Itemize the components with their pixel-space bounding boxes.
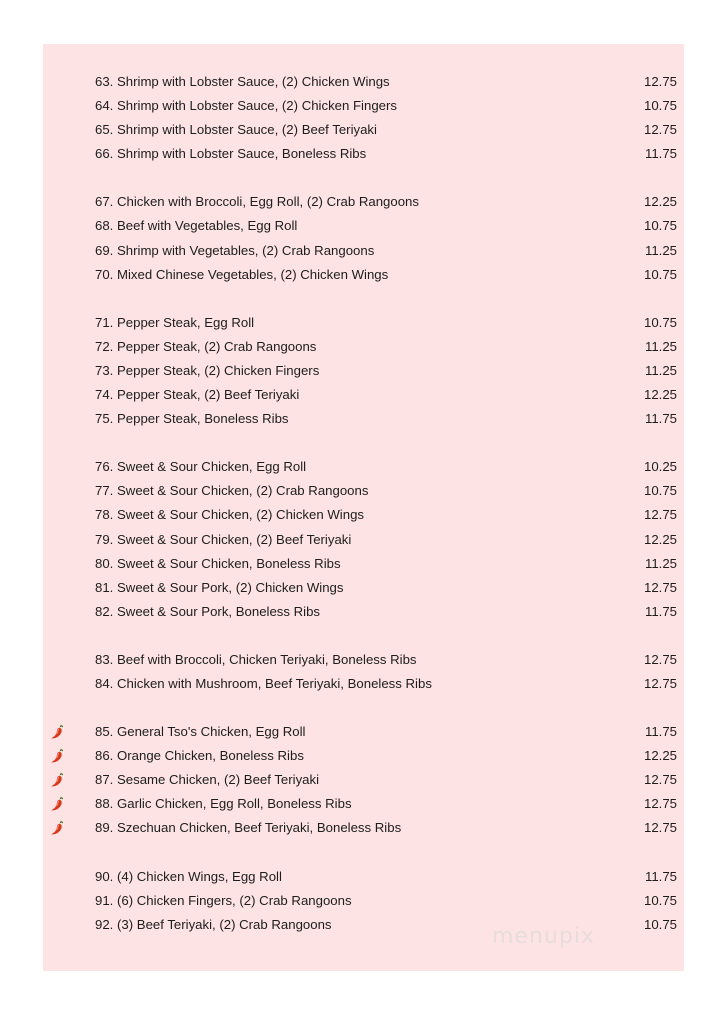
menu-item-price: 10.25 (643, 459, 677, 475)
menu-section (43, 455, 684, 624)
menu-item (43, 214, 684, 238)
menu-item-price: 11.75 (644, 868, 677, 884)
menu-item-price: 11.75 (644, 724, 677, 740)
menu-item-price: 10.75 (643, 483, 677, 499)
menu-item (43, 889, 684, 913)
menu-item-price: 12.25 (643, 748, 677, 764)
menu-item-name: 87. Sesame Chicken, (2) Beef Teriyaki (95, 772, 320, 788)
menu-item-name: 81. Sweet & Sour Pork, (2) Chicken Wings (95, 579, 344, 595)
menu-item-price: 10.75 (643, 892, 677, 908)
menu-item (43, 503, 684, 527)
menu-item-price: 12.75 (643, 122, 677, 138)
menu-item (43, 118, 684, 142)
menu-item (43, 720, 684, 744)
menu-item-name: 64. Shrimp with Lobster Sauce, (2) Chicken Fingers (95, 98, 397, 114)
menu-item-price: 12.75 (643, 675, 677, 691)
menu-item (43, 239, 684, 263)
menu-item (43, 648, 684, 672)
menu-item (43, 311, 684, 335)
menu-item-price: 10.75 (643, 218, 677, 234)
menu-item-name: 77. Sweet & Sour Chicken, (2) Crab Rangoons (95, 483, 369, 499)
menu-page (43, 44, 684, 971)
menu-item (43, 335, 684, 359)
menu-item-name: 72. Pepper Steak, (2) Crab Rangoons (95, 338, 317, 354)
menu-item-name: 68. Beef with Vegetables, Egg Roll (95, 218, 298, 234)
menu-item-name: 75. Pepper Steak, Boneless Ribs (95, 411, 289, 427)
menu-item-price: 11.25 (644, 242, 677, 258)
chili-pepper-icon (49, 748, 65, 764)
menu-item-name: 86. Orange Chicken, Boneless Ribs (95, 748, 304, 764)
menu-item-name: 80. Sweet & Sour Chicken, Boneless Ribs (95, 555, 341, 571)
menu-item (43, 792, 684, 816)
menu-item-price: 11.75 (644, 146, 677, 162)
menu-section (43, 648, 684, 696)
menu-item-price: 11.25 (644, 555, 677, 571)
menu-item-price: 12.75 (643, 507, 677, 523)
menu-item-price: 10.75 (643, 314, 677, 330)
menu-item-name: 88. Garlic Chicken, Egg Roll, Boneless Ribs (95, 796, 352, 812)
menu-item-name: 67. Chicken with Broccoli, Egg Roll, (2) Crab Rangoons (95, 194, 419, 210)
menu-item-name: 76. Sweet & Sour Chicken, Egg Roll (95, 459, 307, 475)
menu-item (43, 407, 684, 431)
menu-item (43, 94, 684, 118)
menu-item-name: 66. Shrimp with Lobster Sauce, Boneless Ribs (95, 146, 367, 162)
menu-item-price: 12.25 (643, 387, 677, 403)
menu-item (43, 190, 684, 214)
menu-item (43, 600, 684, 624)
watermark-logo: menupix (492, 924, 595, 949)
chili-pepper-icon (49, 772, 65, 788)
menu-item-price: 12.75 (643, 579, 677, 595)
menu-section (43, 190, 684, 286)
menu-item-price: 12.75 (643, 820, 677, 836)
menu-item-name: 78. Sweet & Sour Chicken, (2) Chicken Wings (95, 507, 364, 523)
menu-item (43, 263, 684, 287)
menu-item (43, 744, 684, 768)
menu-item-name: 65. Shrimp with Lobster Sauce, (2) Beef Teriyaki (95, 122, 377, 138)
menu-item-price: 12.75 (643, 651, 677, 667)
menu-item (43, 768, 684, 792)
menu-item-price: 10.75 (643, 98, 677, 114)
menu-item-price: 10.75 (643, 266, 677, 282)
menu-item-name: 74. Pepper Steak, (2) Beef Teriyaki (95, 387, 300, 403)
menu-item-name: 63. Shrimp with Lobster Sauce, (2) Chicken Wings (95, 74, 390, 89)
menu-item (43, 70, 684, 94)
menu-item (43, 528, 684, 552)
menu-item-price: 12.75 (643, 772, 677, 788)
menu-item-price: 12.25 (643, 531, 677, 547)
menu-item (43, 142, 684, 166)
menu-item-name: 82. Sweet & Sour Pork, Boneless Ribs (95, 603, 321, 619)
menu-item (43, 672, 684, 696)
menu-item-price: 11.75 (644, 603, 677, 619)
chili-pepper-icon (49, 820, 65, 836)
menu-section (43, 311, 684, 431)
menu-item-price: 11.75 (644, 411, 677, 427)
chili-pepper-icon (49, 724, 65, 740)
menu-list (43, 70, 684, 961)
menu-item-name: 90. (4) Chicken Wings, Egg Roll (95, 868, 282, 884)
menu-item-name: 70. Mixed Chinese Vegetables, (2) Chicken Wings (95, 266, 389, 282)
menu-item-price: 11.25 (644, 338, 677, 354)
menu-item-price: 12.75 (643, 796, 677, 812)
chili-pepper-icon (49, 796, 65, 812)
menu-item (43, 359, 684, 383)
menu-item (43, 865, 684, 889)
menu-item-name: 73. Pepper Steak, (2) Chicken Fingers (95, 362, 320, 378)
menu-item-name: 79. Sweet & Sour Chicken, (2) Beef Teriyaki (95, 531, 352, 547)
menu-item (43, 455, 684, 479)
menu-item (43, 552, 684, 576)
menu-item-name: 85. General Tso's Chicken, Egg Roll (95, 724, 306, 740)
menu-item-name: 69. Shrimp with Vegetables, (2) Crab Rangoons (95, 242, 375, 258)
menu-item-price: 12.75 (643, 74, 677, 89)
menu-section (43, 720, 684, 840)
menu-item-price: 12.25 (643, 194, 677, 210)
menu-item-name: 71. Pepper Steak, Egg Roll (95, 314, 255, 330)
menu-item-price: 10.75 (643, 916, 677, 932)
menu-item-name: 84. Chicken with Mushroom, Beef Teriyaki, Boneless Ribs (95, 675, 432, 691)
menu-section (43, 70, 684, 166)
menu-item (43, 479, 684, 503)
menu-item-name: 91. (6) Chicken Fingers, (2) Crab Rangoons (95, 892, 352, 908)
menu-item-name: 89. Szechuan Chicken, Beef Teriyaki, Boneless Ribs (95, 820, 402, 836)
menu-item (43, 383, 684, 407)
menu-item (43, 816, 684, 840)
menu-item (43, 576, 684, 600)
menu-item-name: 83. Beef with Broccoli, Chicken Teriyaki, Boneless Ribs (95, 651, 417, 667)
menu-item-price: 11.25 (644, 362, 677, 378)
menu-item-name: 92. (3) Beef Teriyaki, (2) Crab Rangoons (95, 916, 332, 932)
